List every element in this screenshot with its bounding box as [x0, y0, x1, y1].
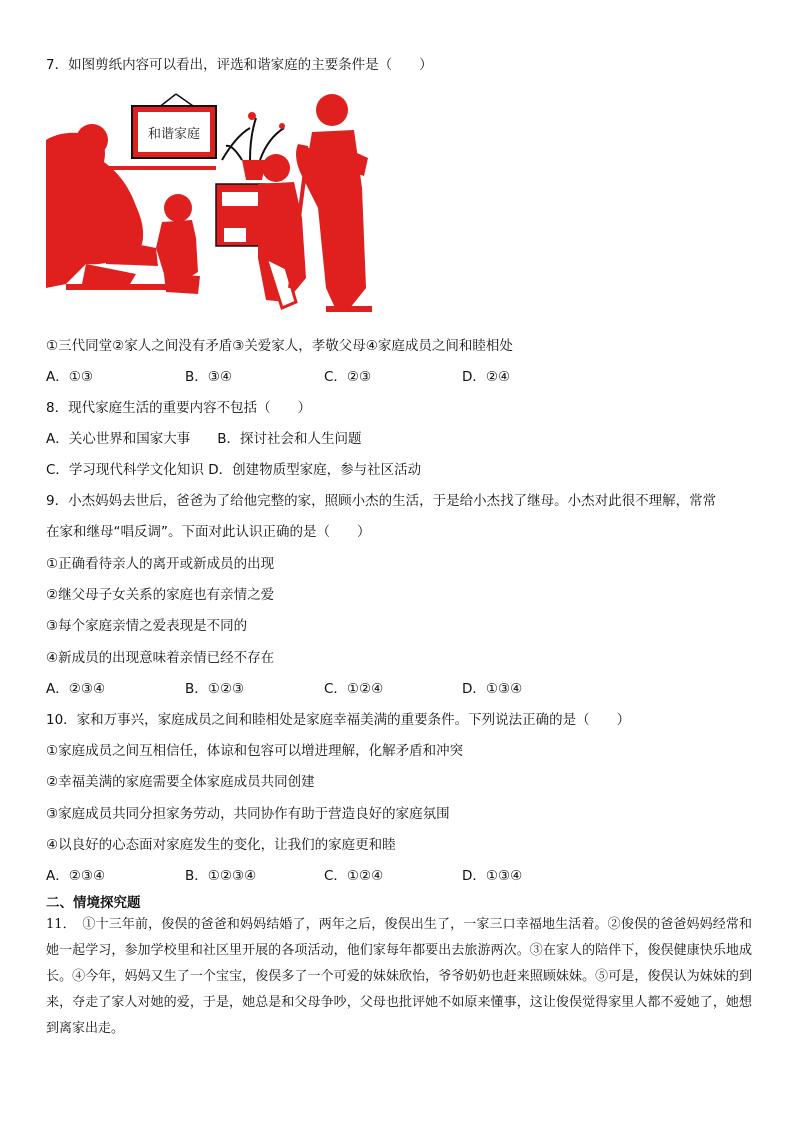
q10-statement-3: ③家庭成员共同分担家务劳动，共同协作有助于营造良好的家庭氛围 — [46, 806, 450, 822]
q9-stem-line1: 9．小杰妈妈去世后，爸爸为了给他完整的家，照顾小杰的生活，于是给小杰找了继母。小杰对此很不理解，常常 — [46, 493, 717, 509]
q7-stem: 7．如图剪纸内容可以看出，评选和谐家庭的主要条件是（ ） — [46, 57, 433, 73]
q9-statement-4: ④新成员的出现意味着亲情已经不存在 — [46, 650, 275, 666]
q10-option-b: B．①②③④ — [185, 868, 257, 884]
q9-statement-1: ①正确看待亲人的离开或新成员的出现 — [46, 556, 275, 572]
q9-option-c: C．①②④ — [324, 681, 384, 697]
q10-option-c: C．①②④ — [324, 868, 384, 884]
q7-option-c: C．②③ — [324, 369, 372, 385]
q7-option-b: B．③④ — [185, 369, 232, 385]
q10-statement-4: ④以良好的心态面对家庭发生的变化，让我们的家庭更和睦 — [46, 837, 396, 853]
q9-statement-2: ②继父母子女关系的家庭也有亲情之爱 — [46, 587, 275, 603]
q11-passage: 11． ①十三年前，俊俣的爸爸和妈妈结婚了，两年之后，俊俣出生了，一家三口幸福地生活着。②俊俣的爸爸妈妈经常和她一起学习，参加学校里和社区里开展的各项活动，他们家每年都要出去旅游两次。③在家人的陪伴下，俊俣健康快乐地成长。④今年，妈妈又生了一个宝宝，俊俣多了一个可爱的妹妹欣怡，爷爷奶奶也赶来照顾妹妹。⑤可是，俊俣认为妹妹的到来，夺走了家人对她的爱，于是，她总是和父母争吵，父母也批评她不如原来懂事，这让俊俣觉得家里人都不爱她了，她想到离家出走。 — [46, 917, 752, 1036]
q10-option-a: A．②③④ — [46, 868, 106, 884]
q9-option-b: B．①②③ — [185, 681, 245, 697]
q9-statement-3: ③每个家庭亲情之爱表现是不同的 — [46, 618, 248, 634]
q7-option-d: D．②④ — [462, 369, 511, 385]
papercut-figure — [46, 88, 376, 320]
q10-stem: 10．家和万事兴，家庭成员之间和睦相处是家庭幸福美满的重要条件。下列说法正确的是（ ） — [46, 712, 631, 728]
q8-options-line2: C．学习现代科学文化知识 D．创建物质型家庭，参与社区活动 — [46, 462, 422, 478]
q8-stem: 8．现代家庭生活的重要内容不包括（ ） — [46, 400, 312, 416]
q9-option-a: A．②③④ — [46, 681, 106, 697]
section-title: 二、情境探究题 — [46, 895, 141, 911]
q7-option-a: A．①③ — [46, 369, 93, 385]
q10-statement-2: ②幸福美满的家庭需要全体家庭成员共同创建 — [46, 774, 315, 790]
q8-options-line1: A．关心世界和国家大事 B．探讨社会和人生问题 — [46, 431, 362, 447]
q10-option-d: D．①③④ — [462, 868, 523, 884]
scroll-text: 和谐家庭 — [147, 127, 201, 142]
q7-statements: ①三代同堂②家人之间没有矛盾③关爱家人，孝敬父母④家庭成员之间和睦相处 — [46, 338, 513, 354]
q9-option-d: D．①③④ — [462, 681, 523, 697]
q10-statement-1: ①家庭成员之间互相信任，体谅和包容可以增进理解，化解矛盾和冲突 — [46, 743, 464, 759]
papercut-illustration — [46, 88, 376, 320]
q9-stem-line2: 在家和继母“唱反调”。下面对此认识正确的是（ ） — [46, 524, 371, 540]
